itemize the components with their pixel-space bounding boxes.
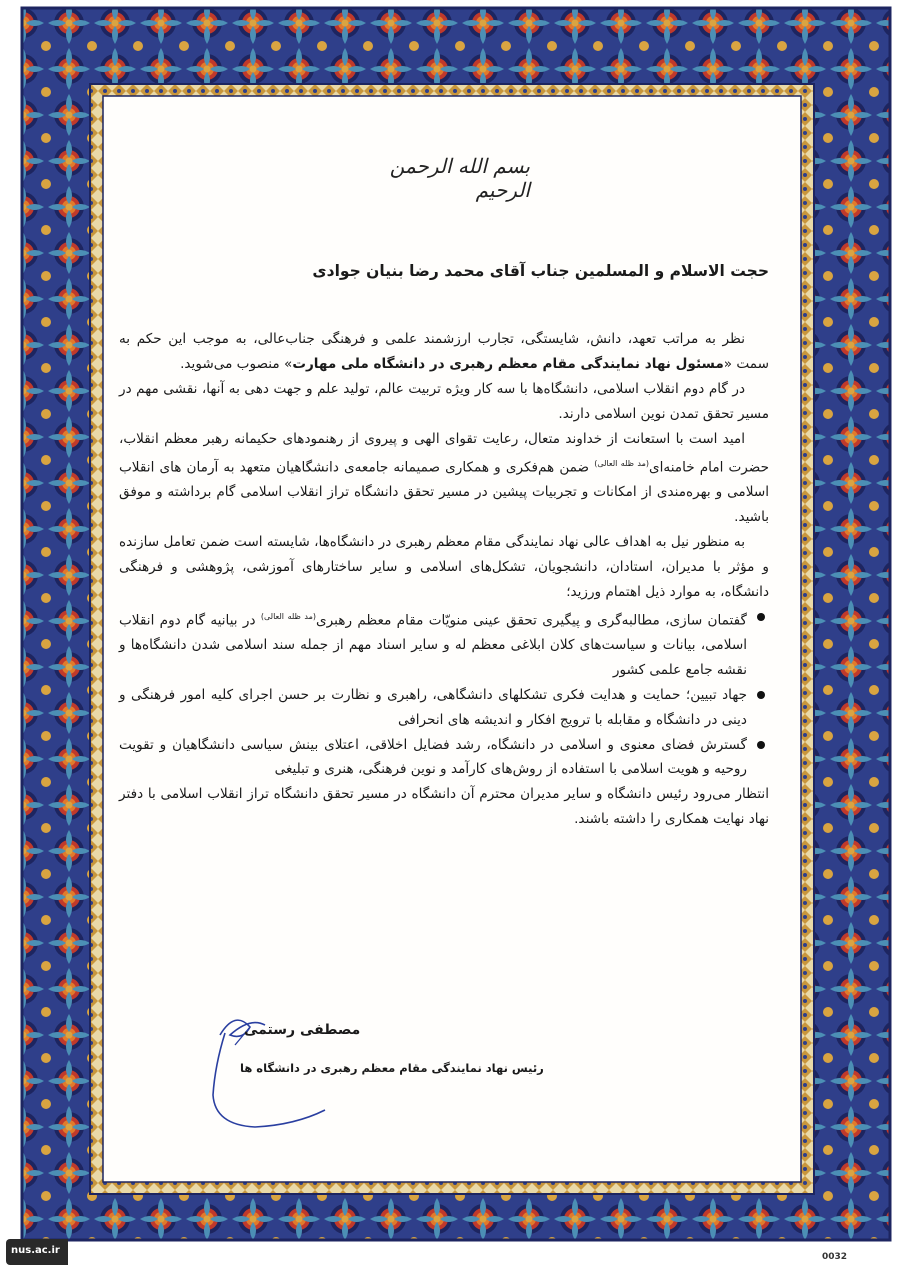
duties-list [119,605,769,783]
appointment-title: مسئول نهاد نمایندگی مقام معظم رهبری در دانشگاه ملی مهارت [292,355,724,372]
signer-name: مصطفی رستمی [244,1022,361,1038]
page-number: 0032 [822,1252,848,1262]
list-item: جهاد تبیین؛ حمایت و هدایت فکری تشکلهای دانشگاهی، راهبری و نظارت بر حسن اجرای کلیه امور فرهنگی و دینی در دانشگاه و مقابله با ترویج افکار و اندیشه های انحرافی [119,683,769,733]
letter-body [119,327,769,832]
paragraph-goals: به منظور نیل به اهداف عالی نهاد نمایندگی مقام معظم رهبری در دانشگاه‌ها، شایسته است ضمن تعامل سازنده و مؤثر با مدیران، استادان، دانشجویان، تشکل‌های اسلامی و سایر ساختارهای آموزشی، پژوهشی و فرهنگی دانشگاه، به موارد ذیل اهتمام ورزید؛ [119,533,769,600]
paragraph-expectation: انتظار می‌رود رئیس دانشگاه و سایر مدیران محترم آن دانشگاه در مسیر تحقق دانشگاه تراز انقلاب اسلامی با دفتر نهاد نهایت همکاری را داشته باشند. [119,786,769,828]
paragraph-appointment: نظر به مراتب تعهد، دانش، شایستگی، تجارب ارزشمند علمی و فرهنگی جناب‌عالی، به موجب این حکم به سمت «مسئول نهاد نمایندگی مقام معظم رهبری در دانشگاه ملی مهارت» منصوب می‌شوید. [119,331,769,372]
source-logo: nus.ac.ir [6,1239,68,1265]
signer-title: رئیس نهاد نمایندگی مقام معظم رهبری در دانشگاه ها [240,1061,544,1075]
paragraph-hope: امید است با استعانت از خداوند متعال، رعایت تقوای الهی و پیروی از رهنمودهای حکیمانه رهبر معظم انقلاب، حضرت امام خامنه‌ای$^{(مد ظله العالی)}$ ضمن هم‌فکری و همکاری صمیمانه جامعه‌ی دانشگاهیان متعهد به آرمان های انقلاب اسلامی و بهره‌مندی از امکانات و تجربیات پیشین در مسیر تحقق دانشگاه تراز انقلاب اسلامی گام برداشته و موفق باشید. [119,430,769,525]
list-item: گفتمان سازی، مطالبه‌گری و پیگیری تحقق عینی منویّات مقام معظم رهبری$^{(مد ظله العالی)}$ در بیانیه گام دوم انقلاب اسلامی، بیانات و سیاست‌های کلان ابلاغی معظم له و سایر اسناد مهم از جمله سند اسلامی شدن دانشگاه‌ها و نقشه جامع علمی کشور [119,605,769,683]
letter-heading: حجت الاسلام و المسلمین جناب آقای محمد رضا بنیان جوادی [312,262,769,280]
paragraph-second-step: در گام دوم انقلاب اسلامی، دانشگاه‌ها با سه کار ویژه تربیت عالم، تولید علم و جهت دهی به آنها، نقشی مهم در مسیر تحقق تمدن نوین اسلامی دارند. [119,380,769,422]
basmala: بسم الله الرحمن الرحیم [389,153,530,202]
list-item: گسترش فضای معنوی و اسلامی در دانشگاه، رشد فضایل اخلاقی، اعتلای بینش سیاسی دانشگاهیان و تقویت روحیه و هویت اسلامی با استفاده از روش‌های کارآمد و نوین فرهنگی، هنری و تبلیغی [119,733,769,783]
